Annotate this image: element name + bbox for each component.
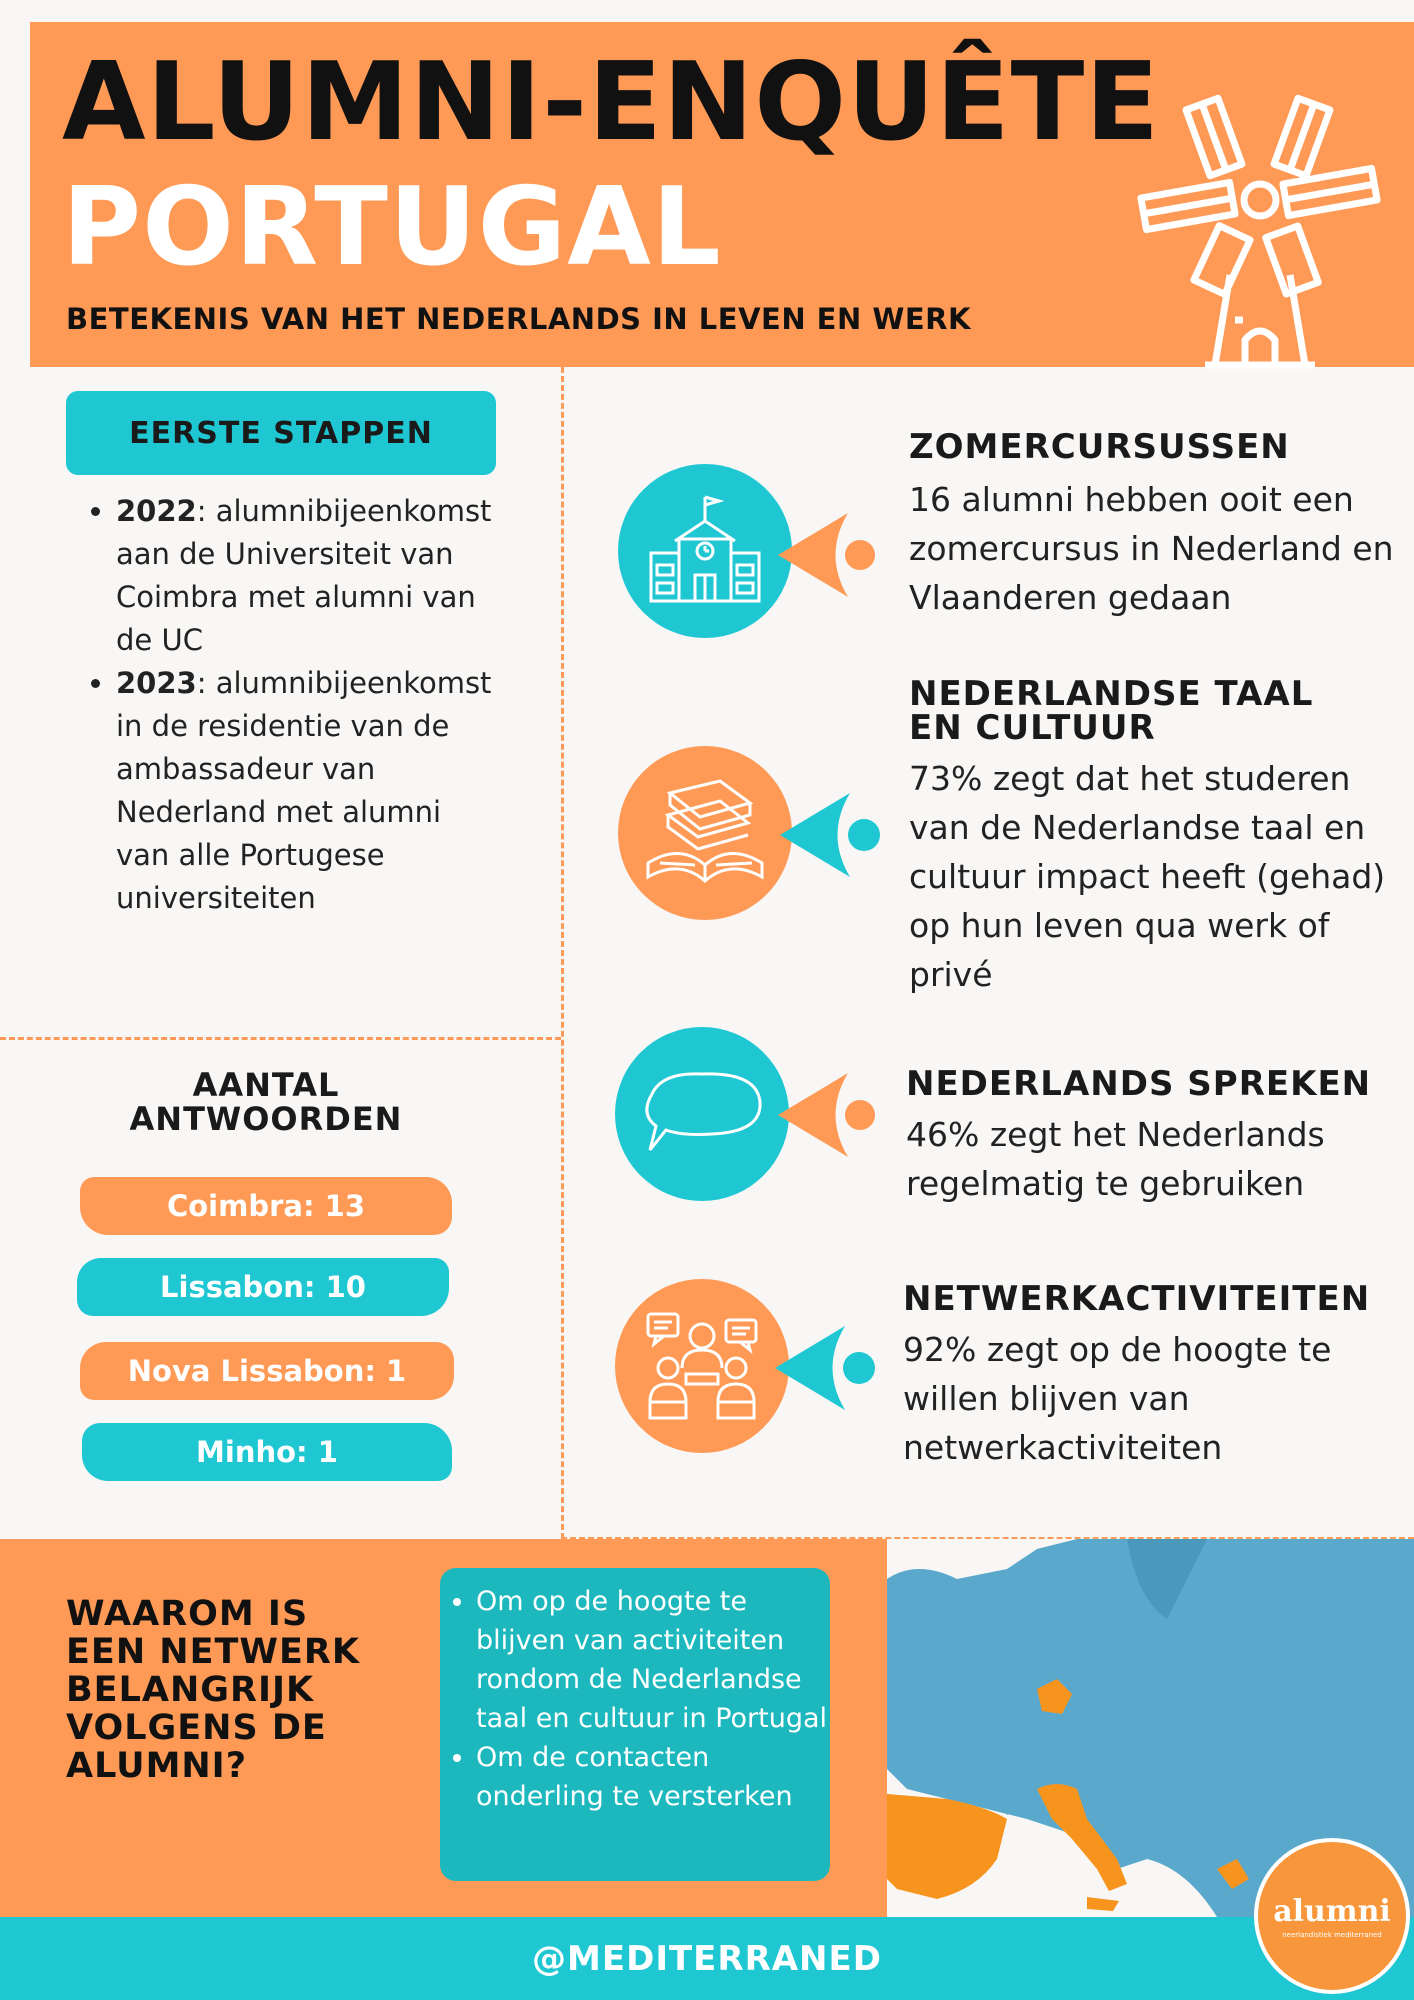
logo-text: alumni (1273, 1893, 1391, 1929)
zomercursussen-text: 16 alumni hebben ooit een zomercursus in Nederland en Vlaanderen gedaan (909, 480, 1394, 617)
response-count-nova-lissabon: Nova Lissabon: 1 (80, 1342, 454, 1400)
orange-pointer-icon (778, 505, 878, 605)
step-year: 2023 (116, 666, 197, 700)
response-count-lissabon: Lissabon: 10 (77, 1258, 449, 1316)
page-title: ALUMNI-ENQUÊTE (62, 40, 1161, 165)
taal-cultuur-circle (618, 746, 792, 920)
meeting-people-icon (642, 1306, 762, 1426)
page-subtitle: BETEKENIS VAN HET NEDERLANDS IN LEVEN EN WERK (66, 302, 971, 336)
response-count-coimbra: Coimbra: 13 (80, 1177, 452, 1235)
teal-pointer-icon (775, 1318, 875, 1418)
section-divider-left (0, 1037, 561, 1040)
list-item (116, 490, 498, 662)
speech-bubble-icon (632, 1064, 772, 1164)
footer-handle: @MEDITERRANED (0, 1917, 1414, 2000)
netwerk-text: 92% zegt op de hoogte te willen blijven van netwerkactiviteiten (903, 1330, 1332, 1467)
nederlands-spreken-text: 46% zegt het Nederlands regelmatig te gebruiken (906, 1115, 1325, 1203)
nederlands-spreken-title: NEDERLANDS SPREKEN (906, 1064, 1372, 1104)
list-item: • Om op de hoogte te blijven van activiteiten rondom de Nederlandse taal en cultuur in Portugal (476, 1582, 830, 1738)
taal-cultuur-text: 73% zegt dat het studeren van de Nederlandse taal en cultuur impact heeft (gehad) op hun leven qua werk of privé (909, 759, 1386, 994)
zomercursussen-title: ZOMERCURSUSSEN (909, 427, 1290, 467)
list-item: • Om de contacten onderling te versterken (476, 1738, 830, 1816)
reasons-box (440, 1568, 830, 1881)
alumni-logo (1254, 1838, 1410, 1994)
step-text: : alumnibijeenkomst aan de Universiteit van Coimbra met alumni van de UC (116, 494, 492, 657)
list-item (116, 662, 498, 920)
taal-cultuur-title: NEDERLANDSE TAAL EN CULTUUR (909, 674, 1314, 748)
logo-subtext: neerlandistiek mediterraned (1282, 1930, 1382, 1939)
netwerk-title: NETWERKACTIVITEITEN (903, 1279, 1371, 1319)
eerste-stappen-list (78, 490, 498, 920)
books-icon (640, 773, 770, 893)
antwoorden-heading: AANTAL ANTWOORDEN (129, 1066, 403, 1138)
step-year: 2022 (116, 494, 197, 528)
step-text: : alumnibijeenkomst in de residentie van de ambassadeur van Nederland met alumni van alle Portugese universiteiten (116, 666, 492, 915)
school-building-icon (645, 491, 765, 611)
waarom-heading: WAAROM IS EEN NETWERK BELANGRIJK VOLGENS DE ALUMNI? (66, 1594, 360, 1786)
orange-pointer-icon (778, 1065, 878, 1165)
response-count-minho: Minho: 1 (82, 1423, 452, 1481)
page-title-country: PORTUGAL (62, 165, 722, 290)
windmill-icon (1135, 90, 1385, 370)
netwerk-circle (615, 1279, 789, 1453)
column-divider (561, 367, 564, 1539)
zomercursussen-circle (618, 464, 792, 638)
eerste-stappen-heading: EERSTE STAPPEN (66, 391, 496, 475)
teal-pointer-icon (780, 785, 880, 885)
nederlands-spreken-circle (615, 1027, 789, 1201)
